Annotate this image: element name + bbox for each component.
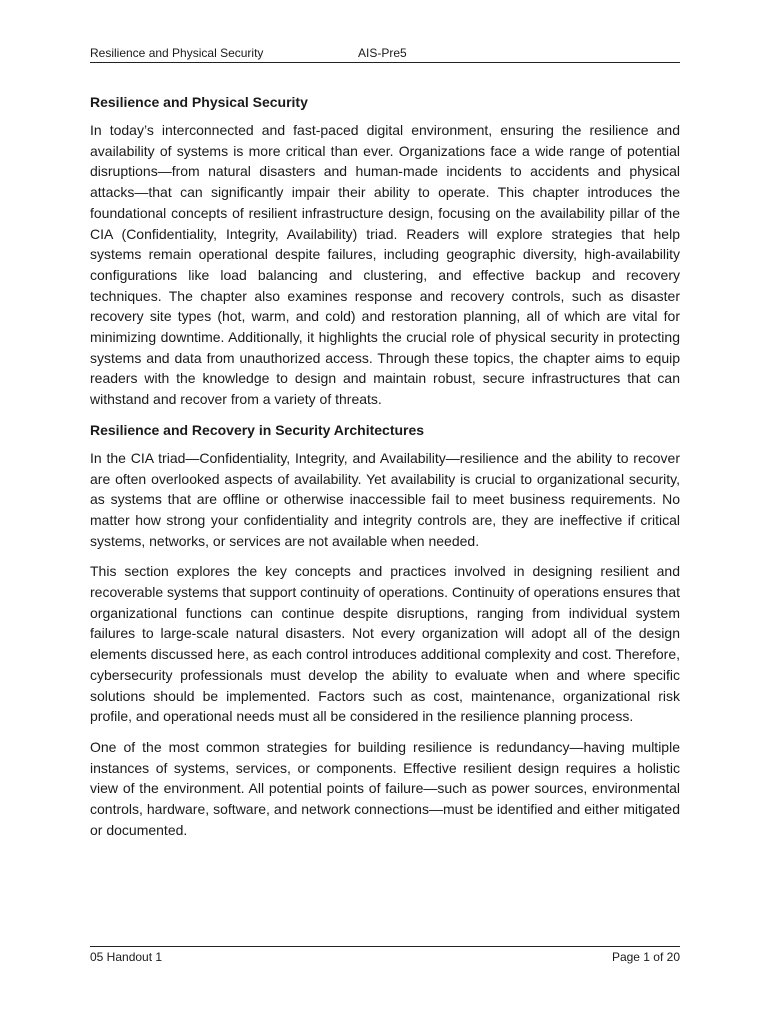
paragraph: In today’s interconnected and fast-paced digital environment, ensuring the resilience and availability of systems is more critical than ever. Organizations face a wide range of potential disruptions—from natural disasters and human-made incidents to accidents and physical attacks—that can significantly impair their ability to operate. This chapter introduces the foundational concepts of resilient infrastructure design, focusing on the availability pillar of the CIA (Confidentiality, Integrity, Availability) triad. Readers will explore strategies that help systems remain operational despite failures, including geographic diversity, high-availability configurations like load balancing and clustering, and effective backup and recovery techniques. The chapter also examines response and recovery controls, such as disaster recovery site types (hot, warm, and cold) and restoration planning, all of which are vital for minimizing downtime. Additionally, it highlights the crucial role of physical security in protecting systems and data from unauthorized access. Through these topics, the chapter aims to equip readers with the knowledge to design and maintain robust, secure infrastructures that can withstand and recover from a variety of threats. xyxy=(90,122,680,408)
paragraph: In the CIA triad—Confidentiality, Integrity, and Availability—resilience and the ability to recover are often overlooked aspects of availability. Yet availability is crucial to organizational security, as systems that are offline or otherwise inaccessible fail to meet business requirements. No matter how strong your confidentiality and integrity controls are, they are ineffective if critical systems, networks, or services are not available when needed. xyxy=(90,449,680,549)
footer-page-number: Page 1 of 20 xyxy=(611,950,680,964)
page-footer xyxy=(90,946,680,965)
header-code: AIS-Pre5 xyxy=(358,46,407,60)
section-heading: Resilience and Recovery in Security Architectures xyxy=(90,421,425,438)
paragraph: One of the most common strategies for building resilience is redundancy—having multiple instances of systems, services, or components. Effective resilient design requires a holistic view of the environment. All potential points of failure—such as power sources, environmental controls, hardware, software, and network connections—must be identified and either mitigated or documented. xyxy=(90,738,680,838)
paragraph: This section explores the key concepts and practices involved in designing resilient and recoverable systems that support continuity of operations. Continuity of operations ensures that organizational functions can continue despite disruptions, ranging from individual system failures to large-scale natural disasters. Not every organization will adopt all of the design elements discussed here, as each control introduces additional complexity and cost. Therefore, cybersecurity professionals must develop the ability to evaluate when and where specific solutions should be implemented. Factors such as cost, maintenance, organizational risk profile, and operational needs must all be considered in the resilience planning process. xyxy=(90,563,680,725)
footer-handout-label: 05 Handout 1 xyxy=(90,950,163,964)
header-title: Resilience and Physical Security xyxy=(90,46,264,60)
document-body xyxy=(90,92,680,851)
page-header xyxy=(90,44,680,63)
section-heading: Resilience and Physical Security xyxy=(90,94,308,110)
